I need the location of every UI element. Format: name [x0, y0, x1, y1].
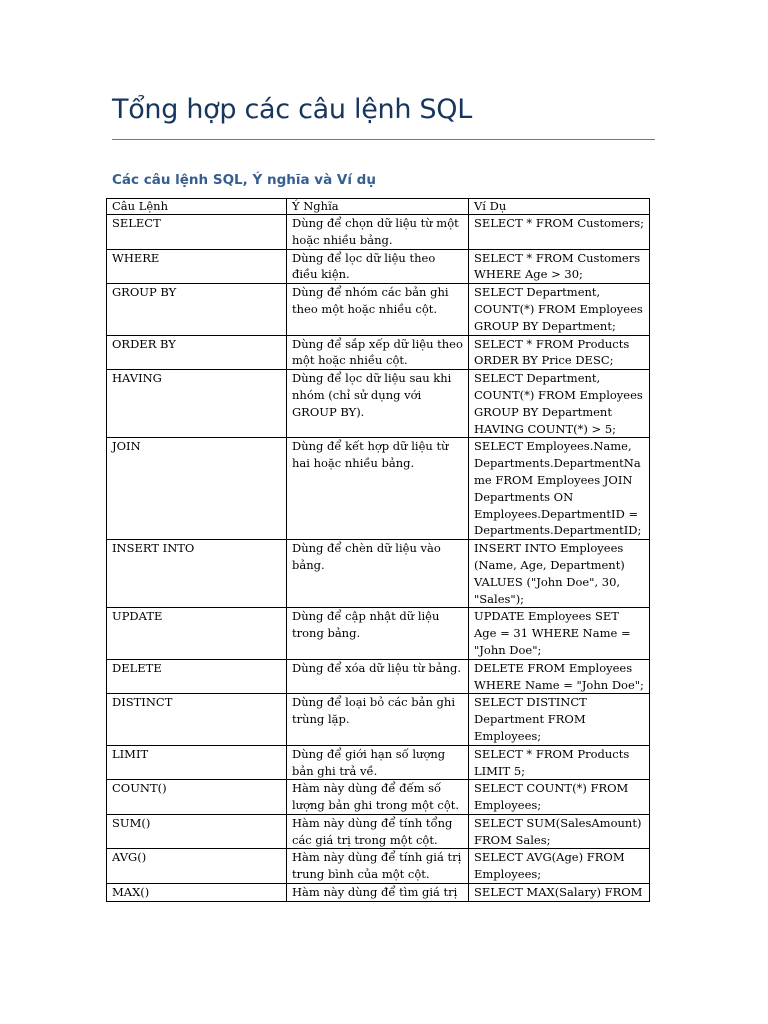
meaning-cell: Dùng để chọn dữ liệu từ một hoặc nhiều bảng. [287, 215, 469, 250]
example-cell: SELECT DISTINCT Department FROM Employees; [469, 694, 650, 745]
header-command: Câu Lệnh [107, 199, 287, 215]
table-row [107, 438, 650, 540]
example-cell: SELECT * FROM Products LIMIT 5; [469, 745, 650, 780]
example-cell: SELECT * FROM Customers; [469, 215, 650, 250]
command-cell: DISTINCT [107, 694, 287, 745]
meaning-cell: Dùng để nhóm các bản ghi theo một hoặc nhiều cột. [287, 284, 469, 335]
table-row [107, 884, 650, 902]
table-row [107, 780, 650, 815]
table-row [107, 335, 650, 370]
meaning-cell: Hàm này dùng để tính tổng các giá trị trong một cột. [287, 814, 469, 849]
table-header-row [107, 199, 650, 215]
meaning-cell: Dùng để chèn dữ liệu vào bảng. [287, 540, 469, 608]
table-row [107, 745, 650, 780]
meaning-cell: Hàm này dùng để tìm giá trị [287, 884, 469, 902]
command-cell: LIMIT [107, 745, 287, 780]
page-title: Tổng hợp các câu lệnh SQL [112, 94, 472, 125]
command-cell: SELECT [107, 215, 287, 250]
command-cell: AVG() [107, 849, 287, 884]
command-cell: WHERE [107, 249, 287, 284]
example-cell: SELECT Department, COUNT(*) FROM Employees GROUP BY Department; [469, 284, 650, 335]
table-row [107, 659, 650, 694]
command-cell: HAVING [107, 370, 287, 438]
meaning-cell: Dùng để sắp xếp dữ liệu theo một hoặc nhiều cột. [287, 335, 469, 370]
sql-commands-table [106, 198, 650, 902]
table-row [107, 249, 650, 284]
table-row [107, 370, 650, 438]
example-cell: SELECT * FROM Customers WHERE Age > 30; [469, 249, 650, 284]
meaning-cell: Dùng để giới hạn số lượng bản ghi trả về. [287, 745, 469, 780]
meaning-cell: Dùng để lọc dữ liệu theo điều kiện. [287, 249, 469, 284]
command-cell: JOIN [107, 438, 287, 540]
example-cell: SELECT AVG(Age) FROM Employees; [469, 849, 650, 884]
section-heading: Các câu lệnh SQL, Ý nghĩa và Ví dụ [112, 172, 376, 188]
meaning-cell: Dùng để cập nhật dữ liệu trong bảng. [287, 608, 469, 659]
table-row [107, 849, 650, 884]
command-cell: GROUP BY [107, 284, 287, 335]
command-cell: DELETE [107, 659, 287, 694]
meaning-cell: Dùng để lọc dữ liệu sau khi nhóm (chỉ sử dụng với GROUP BY). [287, 370, 469, 438]
example-cell: SELECT COUNT(*) FROM Employees; [469, 780, 650, 815]
table-row [107, 540, 650, 608]
table-row [107, 814, 650, 849]
example-cell: SELECT Department, COUNT(*) FROM Employees GROUP BY Department HAVING COUNT(*) > 5; [469, 370, 650, 438]
command-cell: SUM() [107, 814, 287, 849]
meaning-cell: Dùng để xóa dữ liệu từ bảng. [287, 659, 469, 694]
command-cell: ORDER BY [107, 335, 287, 370]
example-cell: SELECT MAX(Salary) FROM [469, 884, 650, 902]
meaning-cell: Dùng để kết hợp dữ liệu từ hai hoặc nhiều bảng. [287, 438, 469, 540]
table-row [107, 694, 650, 745]
command-cell: MAX() [107, 884, 287, 902]
meaning-cell: Dùng để loại bỏ các bản ghi trùng lặp. [287, 694, 469, 745]
header-meaning: Ý Nghĩa [287, 199, 469, 215]
command-cell: UPDATE [107, 608, 287, 659]
meaning-cell: Hàm này dùng để tính giá trị trung bình của một cột. [287, 849, 469, 884]
example-cell: SELECT * FROM Products ORDER BY Price DESC; [469, 335, 650, 370]
table-row [107, 215, 650, 250]
table-row [107, 284, 650, 335]
example-cell: SELECT Employees.Name, Departments.DepartmentName FROM Employees JOIN Departments ON Employees.DepartmentID = Departments.DepartmentID; [469, 438, 650, 540]
command-cell: COUNT() [107, 780, 287, 815]
meaning-cell: Hàm này dùng để đếm số lượng bản ghi trong một cột. [287, 780, 469, 815]
table-row [107, 608, 650, 659]
title-divider [112, 139, 655, 140]
header-example: Ví Dụ [469, 199, 650, 215]
example-cell: INSERT INTO Employees (Name, Age, Department) VALUES ("John Doe", 30, "Sales"); [469, 540, 650, 608]
example-cell: SELECT SUM(SalesAmount) FROM Sales; [469, 814, 650, 849]
example-cell: DELETE FROM Employees WHERE Name = "John Doe"; [469, 659, 650, 694]
command-cell: INSERT INTO [107, 540, 287, 608]
example-cell: UPDATE Employees SET Age = 31 WHERE Name = "John Doe"; [469, 608, 650, 659]
